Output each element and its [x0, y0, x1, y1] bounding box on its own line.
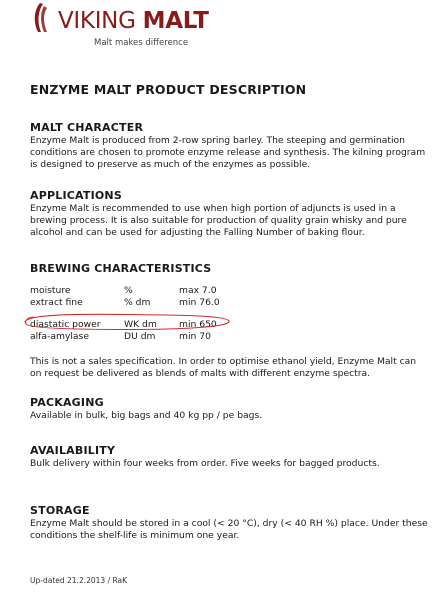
brewing-note-text: This is not a sales specification. In order to optimise ethanol yield, Enzyme Malt can on request be delivered as blends of malts with different enzyme spectra. — [30, 356, 417, 379]
section-heading-packaging: PACKAGING — [30, 396, 104, 409]
availability-text: Bulk delivery within four weeks from order. Five weeks for bagged products. — [30, 458, 380, 469]
brand-wordmark — [58, 8, 209, 34]
param-value: min 76.0 — [179, 297, 220, 308]
section-heading-malt-character: MALT CHARACTER — [30, 121, 144, 134]
malt-character-text: Enzyme Malt is produced from 2-row spring barley. The steeping and germination conditions are chosen to promote enzyme release and synthesis. The kilning program is designed to preserve as much of the enzymes as possible. — [30, 135, 426, 170]
param-value: min 650 — [179, 319, 217, 330]
param-unit: WK dm — [124, 319, 157, 330]
param-name: alfa-amylase — [30, 331, 90, 342]
param-name: diastatic power — [30, 319, 101, 330]
section-heading-availability: AVAILABILITY — [30, 444, 116, 457]
param-name: extract fine — [30, 297, 83, 308]
brand-logo — [30, 2, 270, 50]
param-name: moisture — [30, 285, 71, 296]
section-heading-brewing-characteristics: BREWING CHARACTERISTICS — [30, 262, 212, 275]
brand-name-bold: MALT — [142, 8, 209, 34]
param-unit: DU dm — [124, 331, 156, 342]
viking-ship-icon — [30, 2, 56, 36]
param-unit: % — [124, 285, 133, 296]
brand-name-regular: VIKING — [58, 8, 143, 34]
document-title: ENZYME MALT PRODUCT DESCRIPTION — [30, 82, 307, 97]
param-unit: % dm — [124, 297, 151, 308]
section-heading-storage: STORAGE — [30, 504, 90, 517]
brand-tagline: Malt makes difference — [94, 38, 189, 48]
storage-text: Enzyme Malt should be stored in a cool (< 20 °C), dry (< 40 RH %) place. Under these conditions the shelf-life is minimum one year. — [30, 518, 428, 541]
packaging-text: Available in bulk, big bags and 40 kg pp / pe bags. — [30, 410, 263, 421]
section-heading-applications: APPLICATIONS — [30, 189, 122, 202]
param-value: max 7.0 — [179, 285, 217, 296]
footer-updated: Up-dated 21.2.2013 / RaK — [30, 576, 128, 585]
applications-text: Enzyme Malt is recommended to use when high portion of adjuncts is used in a brewing process. It is also suitable for production of quality grain whisky and pure alcohol and can be used for adjusting the Falling Number of baking flour. — [30, 203, 407, 238]
param-value: min 70 — [179, 331, 211, 342]
